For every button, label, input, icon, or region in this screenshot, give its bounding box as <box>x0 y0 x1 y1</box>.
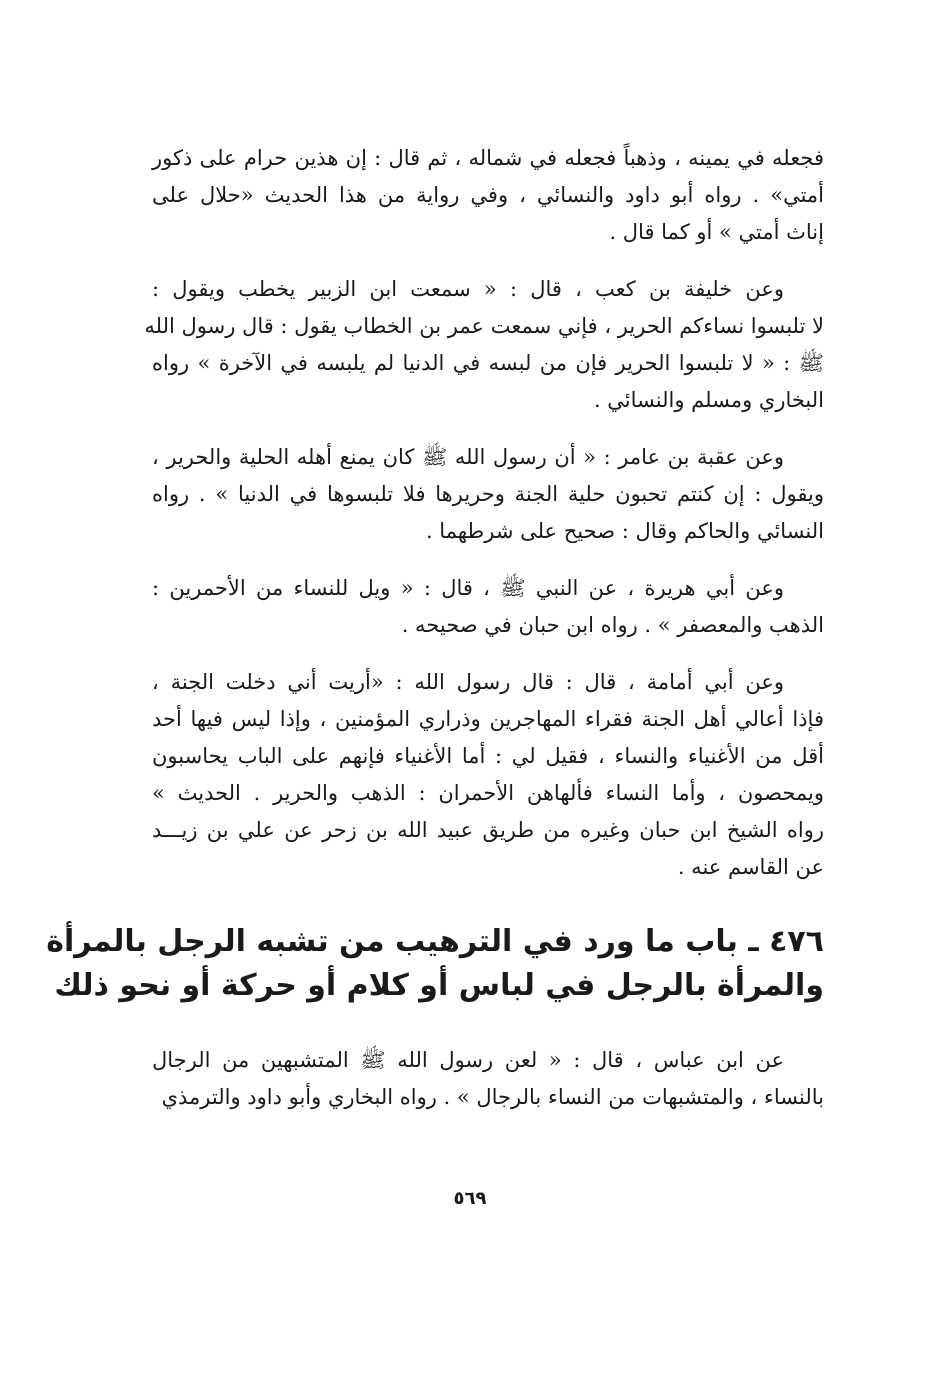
text-line: البخاري ومسلم والنسائي . <box>593 388 824 412</box>
text-line: عن ابن عباس ، قال : « لعن رسول الله ﷺ المتشبهين من الرجال <box>152 1048 784 1072</box>
book-page <box>46 140 824 1136</box>
text-line: لا تلبسوا نساءكم الحرير ، فإني سمعت عمر بن الخطاب يقول : قال رسول الله <box>144 314 824 338</box>
text-line: الذهب والمعصفر » . رواه ابن حبان في صحيحه . <box>401 613 824 637</box>
text-line: أمتي» . رواه أبو داود والنسائي ، وفي رواية من هذا الحديث «حلال على <box>152 183 824 207</box>
paragraph-uqba-ibn-amir <box>152 439 824 550</box>
chapter-heading <box>46 920 824 1008</box>
text-line: رواه الشيخ ابن حبان وغيره من طريق عبيد الله بن زحر عن علي بن زيـــد <box>152 818 824 842</box>
chapter-heading-line: والمرأة بالرجل في لباس أو كلام أو حركة أو نحو ذلك <box>54 968 824 1003</box>
text-line: فإذا أعالي أهل الجنة فقراء المهاجرين وذراري المؤمنين ، وإذا ليس فيها أحد <box>152 707 824 731</box>
text-line: ﷺ : « لا تلبسوا الحرير فإن من لبسه في الدنيا لم يلبسه في الآخرة » رواه <box>152 351 824 375</box>
text-line: وعن خليفة بن كعب ، قال : « سمعت ابن الزبير يخطب ويقول : <box>152 277 784 301</box>
paragraph-khalifa-ibn-kaab <box>144 271 824 419</box>
text-line: وعن عقبة بن عامر : « أن رسول الله ﷺ كان يمنع أهله الحلية والحرير ، <box>152 445 784 469</box>
paragraph-ibn-abbas <box>152 1042 824 1116</box>
text-line: بالنساء ، والمتشبهات من النساء بالرجال » . رواه البخاري وأبو داود والترمذي <box>161 1085 824 1109</box>
text-line: ويمحصون ، وأما النساء فألهاهن الأحمران : الذهب والحرير . الحديث » <box>152 781 824 805</box>
text-line: النسائي والحاكم وقال : صحيح على شرطهما . <box>425 519 824 543</box>
paragraph-abu-umama <box>152 664 824 886</box>
page-number: ٥٦٩ <box>453 1188 487 1209</box>
text-line: وعن أبي هريرة ، عن النبي ﷺ ، قال : « ويل للنساء من الأحمرين : <box>152 576 784 600</box>
paragraph-gold-silk-prohibition <box>152 140 824 251</box>
text-line: فجعله في يمينه ، وذهباً فجعله في شماله ، ثم قال : إن هذين حرام على ذكور <box>152 146 824 170</box>
paragraph-abu-hurayra <box>152 570 824 644</box>
text-line: وعن أبي أمامة ، قال : قال رسول الله : «أريت أني دخلت الجنة ، <box>152 670 784 694</box>
text-line: أقل من الأغنياء والنساء ، فقيل لي : أما الأغنياء فإنهم على الباب يحاسبون <box>152 744 824 768</box>
text-line: إناث أمتي » أو كما قال . <box>609 220 824 244</box>
text-line: عن القاسم عنه . <box>677 855 824 879</box>
text-line: ويقول : إن كنتم تحبون حلية الجنة وحريرها فلا تلبسوها في الدنيا » . رواه <box>152 482 824 506</box>
chapter-heading-line: ٤٧٦ ـ باب ما ورد في الترهيب من تشبه الرجل بالمرأة <box>46 924 824 959</box>
